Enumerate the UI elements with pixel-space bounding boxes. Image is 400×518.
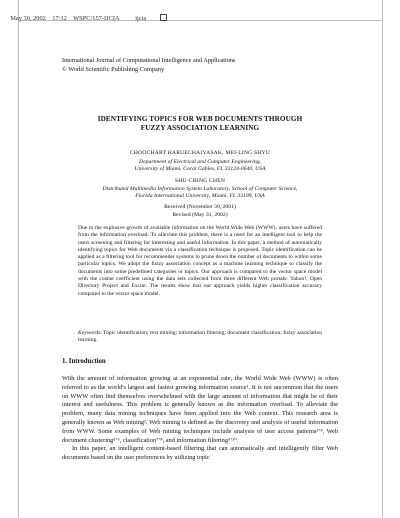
affiliation-1-line-2: University of Miami, Coral Gables, FL 33124-0640, USA: [134, 166, 266, 173]
keywords-text: : Topic identification; text mining; information filtering; document classification; fuzzy association learning.: [78, 330, 322, 344]
body-text: [62, 375, 338, 463]
abstract: Due to the explosive growth of available information on the World Wide Web (WWW), users have suffered from the information overload. To alleviate this problem, there is a need for an intelligent tool to help the users screening and filtering for interesting and useful information. In this paper, a method of automatically identifying topics for Web documents via a classification technique is proposed. Topic identification can be applied as a filtering tool for recommender systems to prune down the number of documents to within some particular topics. We adopt the fuzzy association concept as a machine learning technique to classify the documents into some predefined categories or topics. Our approach is compared to the vector space model with the cosine coefficient using the data sets collected from three different Web portals: Yahoo!, Open Directory Project and Excite. The results show that our approach yields higher classification accuracy compared to the vector space model.: [78, 225, 322, 297]
paragraph-2: In this paper, an intelligent content-based filtering that can automatically and intelligently filter Web documents based on the user preferences by utilizing topic: [62, 445, 338, 462]
author-2: SHU-CHING CHEN: [174, 178, 226, 184]
right-margin-rule: [382, 0, 383, 518]
journal-name: International Journal of Computational Intelligence and Applications: [62, 57, 236, 64]
dates: [62, 204, 338, 219]
affiliation-1: [62, 159, 338, 174]
authors: CHOOCHART HARUECHAIYASAK, MEI-LING SHYU: [129, 150, 271, 156]
keywords-label: Keywords: [78, 330, 101, 336]
title-line-1: IDENTIFYING TOPICS FOR WEB DOCUMENTS THROUGH: [97, 115, 303, 123]
keywords: [78, 330, 322, 345]
received-date: Received (November 30, 2001): [164, 204, 236, 210]
affiliation-2-line-2: Florida International University, Miami, FL 33199, USA: [135, 193, 265, 200]
paragraph-1: With the amount of information growing at an exponential rate, the World Wide Web (WWW) is often referred to as the world's largest and fastest growing information source¹. It is not uncommon that the users on WWW often find themselves overwhelmed with the large amount of information that might be of their interest and usefulness. This problem is generally known as the information overload. To alleviate the problem, many data mining techniques have been applied into the Web context. This research area is generally known as Web mining². Web mining is defined as the discovery and analysis of useful information from WWW. Some examples of Web mining techniques include analysis of user access patterns³ʼ⁴, Web document clustering⁵ʼ⁶, classification⁷ʼ⁸, and information filtering⁹ʼ¹⁰.: [62, 375, 338, 444]
section-heading: 1. Introduction: [62, 358, 106, 365]
revised-date: Revised (May 31, 2002): [172, 211, 228, 218]
left-margin-rule: [18, 0, 19, 518]
paper-title: [62, 115, 338, 134]
publisher: © World Scientific Publishing Company: [62, 65, 165, 73]
square-icon: [160, 14, 167, 21]
affiliation-1-line-1: Department of Electrical and Computer Engineering,: [139, 159, 261, 165]
affiliation-2-line-1: Distributed Multimedia Information System Laboratory, School of Computer Science,: [102, 186, 298, 192]
title-line-2: FUZZY ASSOCIATION LEARNING: [140, 124, 260, 133]
running-header-text: May 30, 2002 17:12 WSPC/157-IJCIA ijcia: [10, 15, 147, 22]
journal-info: [62, 57, 235, 74]
affiliation-2: [62, 186, 338, 201]
running-header: [7, 7, 167, 22]
